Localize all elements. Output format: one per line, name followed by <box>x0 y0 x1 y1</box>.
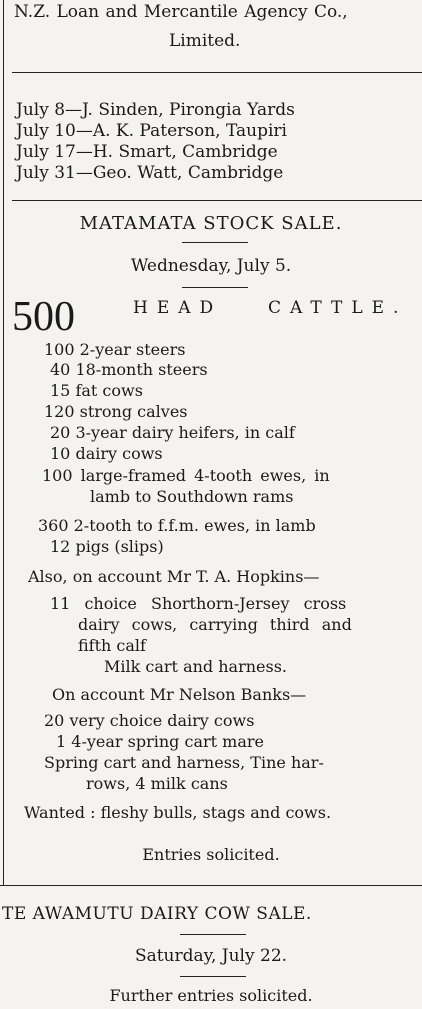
sale-date: Saturday, July 22. <box>134 946 288 966</box>
company-name: N.Z. Loan and Mercantile Agency Co., <box>14 2 348 22</box>
sale-title: TE AWAMUTU DAIRY COW SALE. <box>2 904 312 924</box>
sale-date-item: July 17—H. Smart, Cambridge <box>16 142 278 162</box>
list-item: 100 2-year steers <box>44 340 186 359</box>
list-item-continued: dairy cows, carrying third and <box>78 615 352 634</box>
divider-rule <box>0 885 422 886</box>
wanted-notice: Wanted : fleshy bulls, stags and cows. <box>24 803 332 822</box>
list-item: 10 dairy cows <box>50 444 163 463</box>
list-item: 20 3-year dairy heifers, in calf <box>50 423 295 442</box>
sale-date-item: July 8—J. Sinden, Pirongia Yards <box>16 100 295 120</box>
list-item: Spring cart and harness, Tine har- <box>44 753 324 772</box>
divider-rule <box>12 72 422 73</box>
short-rule <box>180 934 246 935</box>
entries-notice: Entries solicited. <box>142 845 280 864</box>
list-item: 11 choice Shorthorn-Jersey cross <box>50 594 347 613</box>
list-item: 100 large-framed 4-tooth ewes, in <box>42 466 330 485</box>
list-item: 40 18-month steers <box>50 360 208 379</box>
list-item: 12 pigs (slips) <box>50 537 164 556</box>
head-label: HEAD <box>133 298 223 318</box>
list-item: 20 very choice dairy cows <box>44 711 255 730</box>
list-item-continued: fifth calf <box>78 636 146 655</box>
list-item: 15 fat cows <box>50 381 143 400</box>
hopkins-heading: Also, on account Mr T. A. Hopkins— <box>28 567 320 586</box>
column-border <box>3 0 4 885</box>
cattle-label: CATTLE. <box>268 298 408 318</box>
short-rule <box>182 287 248 288</box>
list-item: 360 2-tooth to f.f.m. ewes, in lamb <box>38 516 316 535</box>
sale-date-item: July 10—A. K. Paterson, Taupiri <box>16 121 287 141</box>
head-count: 500 <box>12 294 75 340</box>
list-item: 1 4-year spring cart mare <box>56 732 264 751</box>
list-item-continued: lamb to Southdown rams <box>90 487 294 506</box>
short-rule <box>180 976 246 977</box>
list-item: Milk cart and harness. <box>104 657 288 676</box>
sale-date-item: July 31—Geo. Watt, Cambridge <box>16 163 284 183</box>
sale-date: Wednesday, July 5. <box>130 256 292 276</box>
divider-rule <box>12 200 422 201</box>
list-item-continued: rows, 4 milk cans <box>86 774 228 793</box>
short-rule <box>182 242 248 243</box>
banks-heading: On account Mr Nelson Banks— <box>52 685 307 704</box>
entries-notice: Further entries solicited. <box>109 986 313 1005</box>
list-item: 120 strong calves <box>44 402 188 421</box>
sale-title: MATAMATA STOCK SALE. <box>79 213 343 234</box>
company-suffix: Limited. <box>169 31 241 51</box>
